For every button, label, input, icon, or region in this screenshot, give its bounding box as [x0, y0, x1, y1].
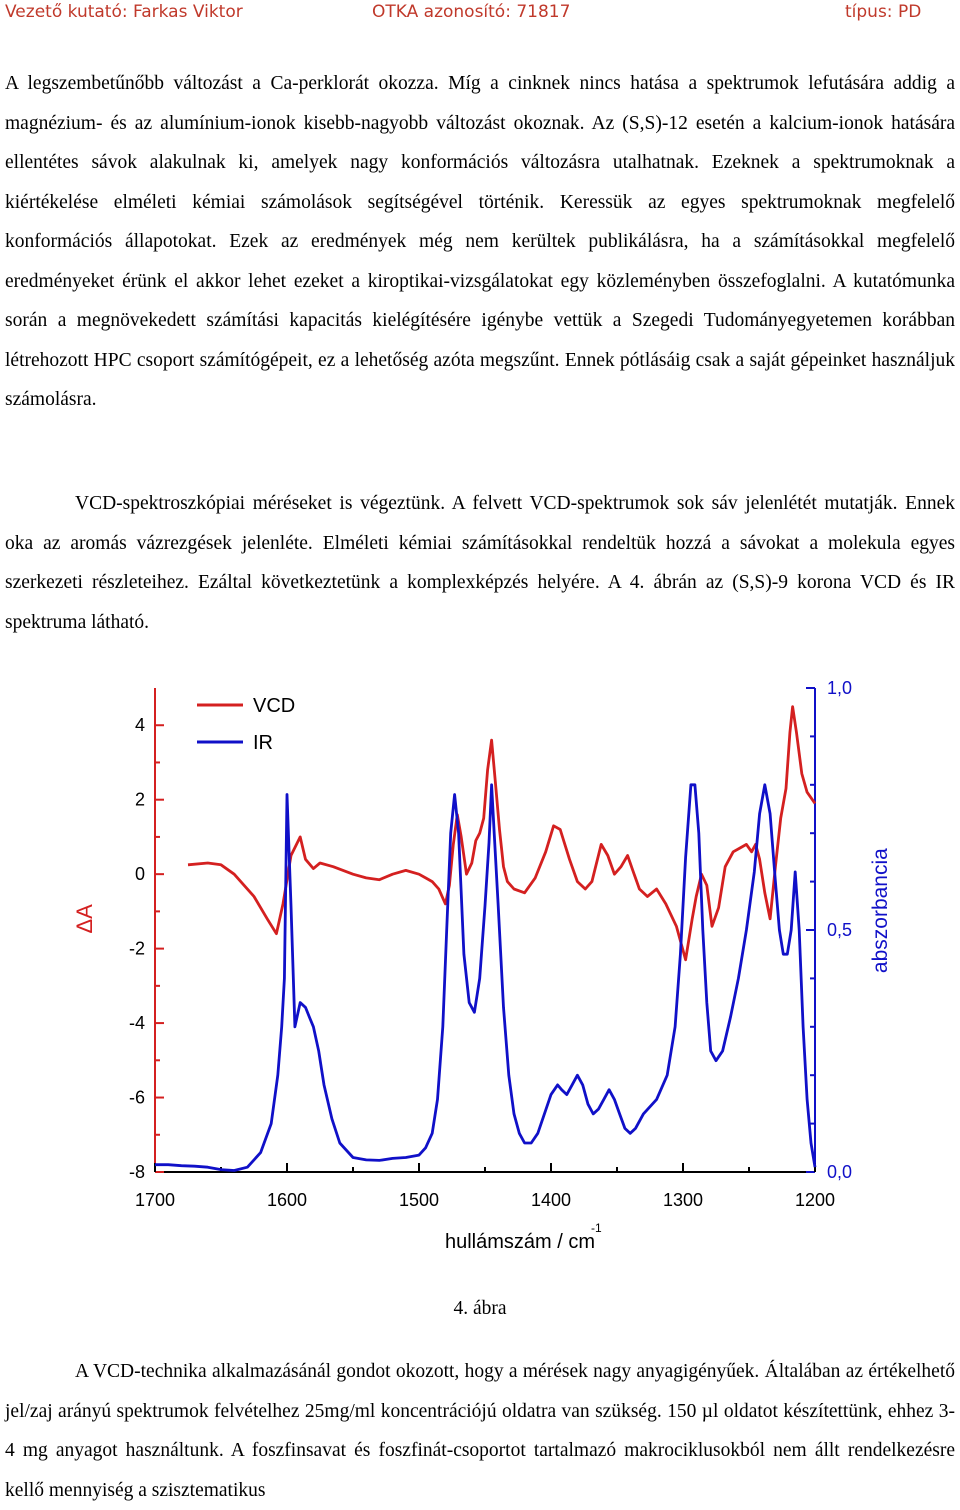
x-tick-label: 1600	[266, 1190, 308, 1210]
right-tick-label: 0,5	[827, 920, 853, 940]
x-tick-label: 1700	[134, 1190, 176, 1210]
left-tick-label: 0	[134, 864, 145, 885]
legend-ir-label: IR	[253, 732, 273, 754]
otka-id-label: OTKA azonosító: 71817	[372, 2, 571, 22]
x-axis-label-superscript: -1	[591, 1221, 602, 1235]
x-axis-label: hullámszám / cm	[444, 1231, 596, 1253]
series-line-vcd	[188, 707, 815, 960]
paragraph-1: A legszembetűnőbb változást a Ca-perklorát okozza. Míg a cinknek nincs hatása a spektrumok lefutására addig a magnézium- és az alumínium-ionok kisebb-nagyobb változást okoznak. Az (S,S)-12 esetén a kalcium-ionok hatására ellentétes sávok alakulnak ki, amelyek nagy konformációs változásra utalhatnak. Ezeknek a spektrumoknak a kiértékelése elméleti kémiai számolások segítségével történik. Keressük az egyes spektrumoknak megfelelő konformációs állapotokat. Ezek az eredmények még nem kerültek publikálásra, ha a számításokkal megfelelő eredményeket érünk el akkor lehet ezeket a kiroptikai-vizsgálatokat egy közleményben összefoglalni. A kutatómunka során a megnövekedett számítási kapacitás kielégítésére igénybe vettük a Szegedi Tudományegyetemen korábban létrehozott HPC csoport számítógépeit, ez a lehetőség azóta megszűnt. Ennek pótlásáig csak a saját gépeinket használjuk számolásra.	[5, 73, 955, 410]
vcd-ir-chart	[60, 670, 900, 1260]
type-label: típus: PD	[845, 2, 922, 22]
left-tick-label: -2	[128, 938, 145, 959]
x-tick-label: 1200	[794, 1190, 836, 1210]
series-line-ir	[155, 785, 815, 1171]
left-tick-label: -8	[128, 1162, 145, 1182]
x-tick-label: 1400	[530, 1190, 572, 1210]
page-header	[0, 0, 960, 30]
researcher-label: Vezető kutató: Farkas Viktor	[5, 2, 243, 22]
x-tick-label: 1300	[662, 1190, 704, 1210]
left-tick-label: 4	[134, 715, 145, 736]
right-tick-label: 1,0	[827, 678, 853, 698]
left-axis-label: ΔA	[72, 904, 97, 934]
x-tick-label: 1500	[398, 1190, 440, 1210]
paragraph-3: A VCD-technika alkalmazásánál gondot okozott, hogy a mérések nagy anyagigényűek. Általában az értékelhető jel/zaj arányú spektrumok felvételhez 25mg/ml koncentrációjú oldatra van szükség. 150 µl oldatot készítettünk, ehhez 3-4 mg anyagot használtunk. A foszfinsavat és foszfinát-csoportot tartalmazó makrociklusokból nem állt rendelkezésre kellő mennyiség a szisztematikus	[5, 1361, 955, 1501]
right-tick-label: 0,0	[827, 1162, 853, 1182]
left-tick-label: 2	[134, 789, 145, 810]
left-tick-label: -4	[128, 1013, 145, 1034]
paragraph-2: VCD-spektroszkópiai méréseket is végeztünk. A felvett VCD-spektrumok sok sáv jelenlétét mutatják. Ennek oka az aromás vázrezgések jelenléte. Elméleti kémiai számításokkal rendeltük hozzá a sávokat a molekula egyes szerkezeti részleteihez. Ezáltal következtetünk a komplexképzés helyére. A 4. ábrán az (S,S)-9 korona VCD és IR spektruma látható.	[5, 493, 955, 633]
left-tick-label: -6	[128, 1087, 145, 1108]
right-axis-label: abszorbancia	[869, 848, 892, 974]
legend-vcd-label: VCD	[253, 695, 296, 717]
figure-caption: 4. ábra	[453, 1298, 507, 1319]
